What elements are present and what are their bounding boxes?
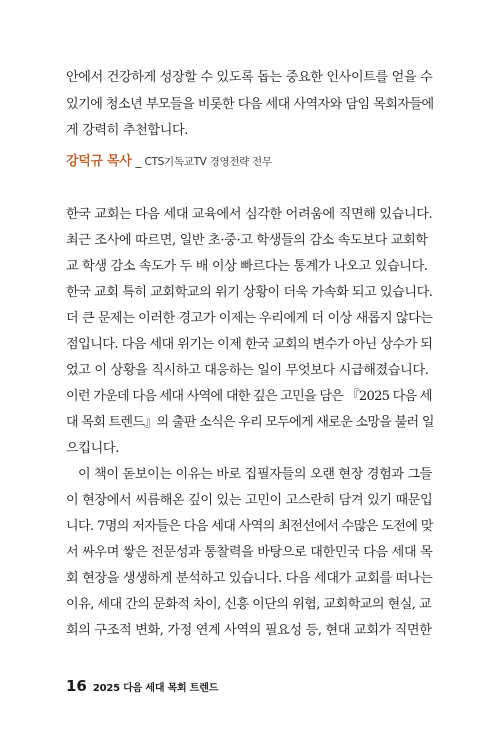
body-line: 었고 이 상황을 직시하고 대응하는 일이 무엇보다 시급해졌습니다. — [66, 363, 429, 378]
page-footer — [66, 676, 218, 695]
endorser-separator: _ — [135, 154, 142, 168]
body-line: 이 현장에서 씨름해온 깊이 있는 고민이 고스란히 담겨 있기 때문입 — [66, 493, 433, 508]
body-line: 이런 가운데 다음 세대 사역에 대한 깊은 고민을 담은 『2025 다음 세 — [66, 389, 432, 404]
body-line: 최근 조사에 따르면, 일반 초·중·고 학생들의 감소 속도보다 교회학 — [66, 233, 428, 248]
body-line: 대 목회 트렌드』의 출판 소식은 우리 모두에게 새로운 소망을 불러 일 — [66, 415, 434, 430]
body-line: 한국 교회는 다음 세대 교육에서 심각한 어려움에 직면해 있습니다. — [66, 207, 433, 222]
running-title: 2025 다음 세대 목회 트렌드 — [92, 683, 219, 694]
body-line: 서 싸우며 쌓은 전문성과 통찰력을 바탕으로 대한민국 다음 세대 목 — [66, 545, 433, 560]
body-line: 점입니다. 다음 세대 위기는 이제 한국 교회의 변수가 아닌 상수가 되 — [66, 337, 433, 352]
body-line: 니다. 7명의 저자들은 다음 세대 사역의 최전선에서 수많은 도전에 맞 — [66, 519, 433, 534]
body-line: 이유, 세대 간의 문화적 차이, 신흥 이단의 위협, 교회학교의 현실, 교 — [66, 597, 432, 612]
body-line: 으킵니다. — [66, 441, 120, 456]
body-line: 교 학생 감소 속도가 두 배 이상 빠르다는 통계가 나오고 있습니다. — [66, 259, 428, 274]
body-line: 한국 교회 특히 교회학교의 위기 상황이 더욱 가속화 되고 있습니다. — [66, 285, 433, 300]
page-number: 16 — [66, 677, 87, 695]
endorsement-line: 게 강력히 추천합니다. — [66, 123, 189, 138]
endorsement-line: 있기에 청소년 부모들을 비롯한 다음 세대 사역자와 담임 목회자들에 — [66, 97, 434, 112]
body-line: 회 현장을 생생하게 분석하고 있습니다. 다음 세대가 교회를 떠나는 — [66, 571, 433, 586]
endorser-credit — [66, 150, 272, 169]
body-line-indented: 이 책이 돋보이는 이유는 바로 집필자들의 오랜 현장 경험과 그들 — [78, 467, 433, 482]
body-line: 더 큰 문제는 이러한 경고가 이제는 우리에게 더 이상 새롭지 않다는 — [66, 311, 433, 326]
endorser-name: 강덕규 목사 — [66, 154, 132, 169]
endorser-role: CTS기독교TV 경영전략 전무 — [144, 156, 272, 168]
body-line: 회의 구조적 변화, 가정 연계 사역의 필요성 등, 현대 교회가 직면한 — [66, 623, 432, 638]
endorsement-line: 안에서 건강하게 성장할 수 있도록 돕는 중요한 인사이트를 얻을 수 — [66, 70, 433, 85]
